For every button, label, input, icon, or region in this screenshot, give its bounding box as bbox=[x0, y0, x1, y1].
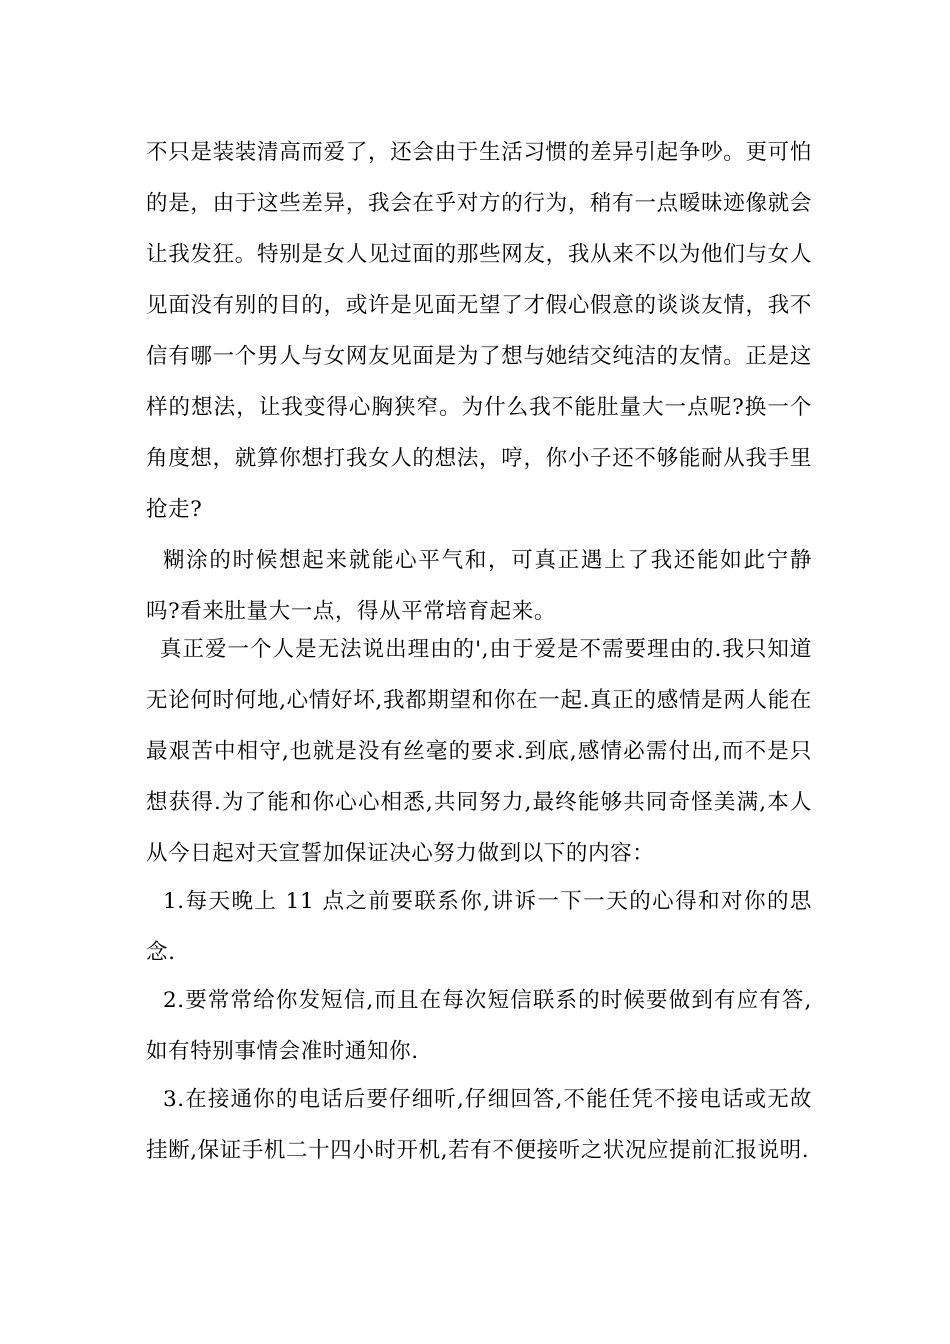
paragraph-1: 不只是装装清高而爱了，还会由于生活习惯的差异引起争吵。更可怕的是，由于这些差异，我会在乎对方的行为，稍有一点暧昧迹像就会让我发狂。特别是女人见过面的那些网友，我从来不以为他们与女人见面没有别的目的，或许是见面无望了才假心假意的谈谈友情，我不信有哪一个男人与女网友见面是为了想与她结交纯洁的友情。正是这样的想法，让我变得心胸狭窄。为什么我不能肚量大一点呢?换一个角度想，就算你想打我女人的想法，哼，你小子还不够能耐从我手里抢走? bbox=[146, 140, 812, 522]
paragraph-2: 糊涂的时候想起来就能心平气和，可真正遇上了我还能如此宁静吗?看来肚量大一点，得从平常培育起来。 bbox=[146, 548, 812, 624]
list-item-1: 1.每天晚上 11 点之前要联系你,讲诉一下一天的心得和对你的思念. bbox=[146, 889, 812, 965]
list-item-3: 3.在接通你的电话后要仔细听,仔细回答,不能任凭不接电话或无故挂断,保证手机二十四小时开机,若有不便接听之状况应提前汇报说明. bbox=[146, 1087, 812, 1163]
list-item-2: 2.要常常给你发短信,而且在每次短信联系的时候要做到有应有答,如有特别事情会准时通知你. bbox=[146, 988, 812, 1064]
paragraph-3: 真正爱一个人是无法说出理由的',由于爱是不需要理由的.我只知道无论何时何地,心情好坏,我都期望和你在一起.真正的感情是两人能在最艰苦中相守,也就是没有丝毫的要求.到底,感情必需付出,而不是只想获得.为了能和你心心相悉,共同努力,最终能够共同奇怪美满,本人从今日起对天宣誓加保证决心努力做到以下的内容： bbox=[146, 637, 812, 866]
